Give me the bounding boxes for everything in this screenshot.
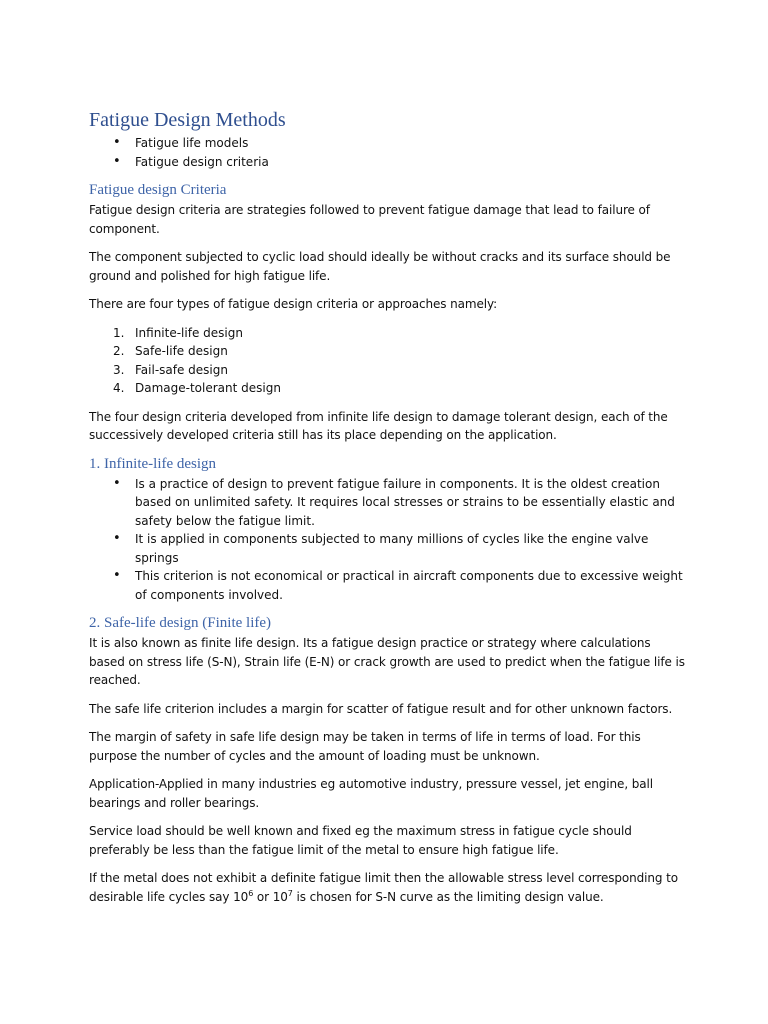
paragraph	[89, 869, 689, 906]
list-item: • It is applied in components subjected to many millions of cycles like the engine valve springs	[89, 530, 689, 567]
criteria-type-list	[89, 324, 689, 398]
paragraph: The margin of safety in safe life design may be taken in terms of life in terms of load. For this purpose the number of cycles and the amount of loading must be unknown.	[89, 730, 641, 763]
superscript-exponent: 6	[248, 888, 254, 898]
list-item	[89, 379, 689, 398]
list-item-text: Fail-safe design	[135, 362, 228, 377]
list-item	[89, 361, 689, 380]
list-item	[89, 342, 689, 361]
list-item: • Fatigue design criteria	[89, 153, 689, 172]
list-item: • Is a practice of design to prevent fatigue failure in components. It is the oldest creation based on unlimited safety. It requires local stresses or strains to be essentially elastic and safety below the fatigue limit.	[89, 475, 689, 531]
page-title: Fatigue Design Methods	[89, 109, 286, 131]
list-number: 4.	[113, 381, 125, 395]
list-item-text: Safe-life design	[135, 344, 228, 358]
paragraph: The component subjected to cyclic load should ideally be without cracks and its surface should be ground and polished for high fatigue life.	[89, 250, 671, 283]
section-heading-safe-life: 2. Safe-life design (Finite life)	[89, 615, 272, 631]
document-content	[89, 108, 689, 916]
list-item	[89, 324, 689, 343]
paragraph: It is also known as finite life design. Its a fatigue design practice or strategy where calculations based on stress life (S-N), Strain life (E-N) or crack growth are used to predict when the fatigue life is reached.	[89, 636, 685, 687]
list-item: • This criterion is not economical or practical in aircraft components due to excessive weight of components involved.	[89, 567, 689, 604]
list-item-text: Infinite-life design	[135, 325, 243, 340]
paragraph: Application-Applied in many industries eg automotive industry, pressure vessel, jet engine, ball bearings and roller bearings.	[89, 777, 653, 810]
infinite-life-bullet-list	[89, 475, 689, 605]
paragraph-text: If the metal does not exhibit a definite fatigue limit then the allowable stress level corresponding to desirable life cycles say 10	[89, 871, 678, 904]
list-number: 2.	[113, 344, 125, 358]
paragraph: The safe life criterion includes a margin for scatter of fatigue result and for other unknown factors.	[89, 701, 673, 716]
section-heading-infinite-life: 1. Infinite-life design	[89, 455, 217, 472]
list-item-text: Damage-tolerant design	[135, 381, 281, 395]
paragraph-text: is chosen for S-N curve as the limiting design value.	[292, 889, 604, 904]
paragraph: Service load should be well known and fixed eg the maximum stress in fatigue cycle should preferably be less than the fatigue limit of the metal to ensure high fatigue life.	[89, 824, 632, 857]
paragraph: There are four types of fatigue design criteria or approaches namely:	[89, 297, 498, 311]
paragraph-text: or 10	[253, 889, 288, 904]
section-heading-criteria: Fatigue design Criteria	[89, 182, 227, 198]
list-item: • Fatigue life models	[89, 134, 689, 153]
paragraph: The four design criteria developed from infinite life design to damage tolerant design, each of the successively developed criteria still has its place depending on the application.	[89, 409, 668, 442]
list-number: 1.	[113, 325, 125, 340]
superscript-exponent: 7	[287, 888, 293, 898]
paragraph: Fatigue design criteria are strategies followed to prevent fatigue damage that lead to failure of component.	[89, 203, 650, 236]
list-number: 3.	[113, 362, 125, 377]
intro-bullet-list	[89, 134, 689, 171]
